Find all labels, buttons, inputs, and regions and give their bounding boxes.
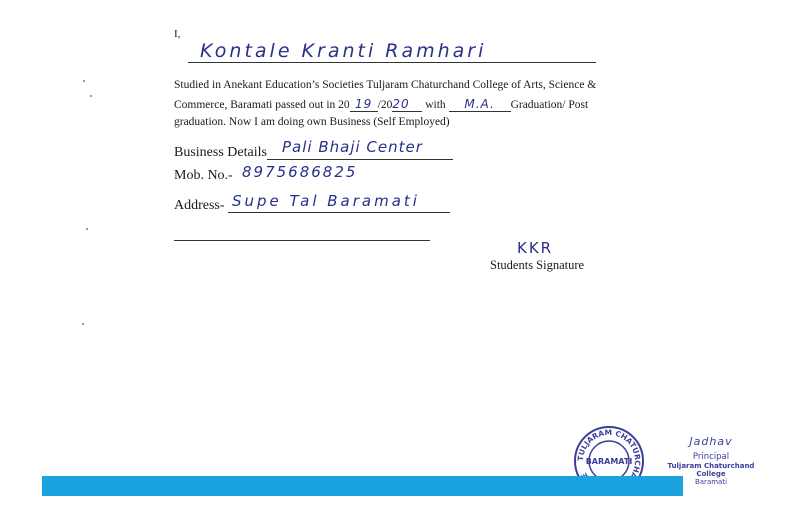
commerce-line [174,97,588,112]
principal-city: Baramati [694,478,728,486]
business-underline [267,159,453,160]
students-signature-label: Students Signature [490,258,585,272]
mobile-handwritten: 8975686825 [242,163,358,181]
student-initials-handwritten: KKR [517,239,554,257]
mobile-label: Mob. No.- [174,168,233,183]
year-from-handwritten: 19 [355,97,373,111]
principal-title: Principal [692,452,730,462]
name-underline [188,62,596,63]
commerce-prefix: Commerce, Baramati passed out in 20 [174,99,350,111]
business-label: Business Details [174,145,267,160]
graduation-line-2: graduation. Now I am doing own Business (Self Employed) [174,116,450,128]
speck [90,95,92,97]
speck [83,80,85,82]
address-handwritten: Supe Tal Baramati [232,192,420,210]
year-to-handwritten: 20 [392,97,410,111]
label-i: I, [174,28,181,40]
principal-signature-handwritten: Jadhav [689,435,733,448]
degree-field [449,97,511,112]
year-to-field [392,97,422,112]
business-handwritten: Pali Bhaji Center [282,138,423,156]
with-label: with [425,99,446,111]
speck [86,228,88,230]
degree-handwritten: M.A. [464,97,495,111]
address-underline [228,212,450,213]
year-from-field [350,97,378,112]
graduation-label: Graduation/ Post [510,99,589,111]
address-label: Address- [174,198,225,213]
seal-ring-text: TULJARAM CHATURCH [575,427,643,474]
studied-line: Studied in Anekant Education’s Societies Tuljaram Chaturchand College of Arts, Science & [174,79,597,91]
footer-bar [42,476,683,496]
seal-center-text: BARAMATI [585,457,633,466]
speck [82,323,84,325]
year-slash: /20 [377,99,393,111]
blank-line [174,240,430,241]
principal-college: Tuljaram Chaturchand College [667,462,755,478]
student-name-handwritten: Kontale Kranti Ramhari [200,40,487,62]
